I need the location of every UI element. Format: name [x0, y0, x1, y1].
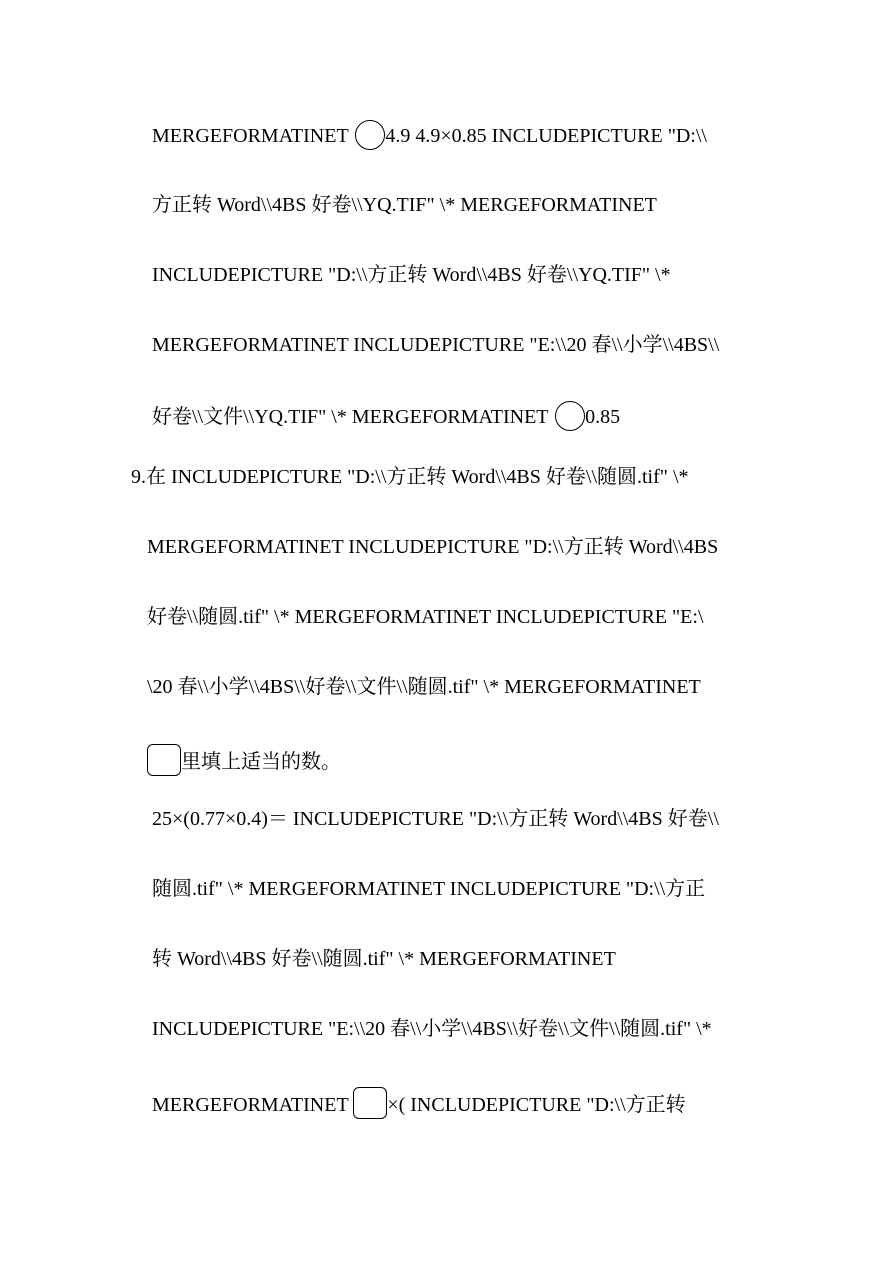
equation-line-5-pre: MERGEFORMATINET: [152, 1094, 354, 1116]
text-line-5-post: 0.85: [585, 406, 621, 428]
equation-line-1: 25×(0.77×0.4)＝ INCLUDEPICTURE "D:\\方正转 Word\\4BS 好卷\\: [152, 808, 719, 830]
blank-box-icon: [353, 1087, 387, 1119]
equation-line-5: [152, 1087, 686, 1115]
equation-line-4: INCLUDEPICTURE "E:\\20 春\\小学\\4BS\\好卷\\文件\\随圆.tif" \*: [152, 1018, 712, 1040]
text-line-1: [152, 120, 707, 148]
text-line-3: INCLUDEPICTURE "D:\\方正转 Word\\4BS 好卷\\YQ.TIF" \*: [152, 264, 671, 286]
text-line-1-post: 4.9 4.9×0.85 INCLUDEPICTURE "D:\\: [385, 125, 707, 147]
text-line-4: MERGEFORMATINET INCLUDEPICTURE "E:\\20 春\\小学\\4BS\\: [152, 334, 720, 356]
question-9-line-3: 好卷\\随圆.tif" \* MERGEFORMATINET INCLUDEPICTURE "E:\: [147, 606, 704, 628]
blank-circle-icon: [555, 401, 585, 431]
equation-line-5-post: ×( INCLUDEPICTURE "D:\\方正转: [387, 1094, 686, 1116]
text-line-2: 方正转 Word\\4BS 好卷\\YQ.TIF" \* MERGEFORMATINET: [152, 194, 657, 216]
question-9-line-2: MERGEFORMATINET INCLUDEPICTURE "D:\\方正转 Word\\4BS: [147, 536, 719, 558]
text-line-5: [152, 401, 620, 429]
question-9-line-1: 9.在 INCLUDEPICTURE "D:\\方正转 Word\\4BS 好卷\\随圆.tif" \*: [131, 466, 689, 488]
instruction-text: 里填上适当的数。: [181, 751, 341, 773]
equation-line-3: 转 Word\\4BS 好卷\\随圆.tif" \* MERGEFORMATINET: [152, 948, 616, 970]
text-line-5-pre: 好卷\\文件\\YQ.TIF" \* MERGEFORMATINET: [152, 406, 554, 428]
question-9-line-4: \20 春\\小学\\4BS\\好卷\\文件\\随圆.tif" \* MERGEFORMATINET: [147, 676, 701, 698]
blank-box-icon: [147, 744, 181, 776]
blank-circle-icon: [355, 120, 385, 150]
text-line-1-pre: MERGEFORMATINET: [152, 125, 354, 147]
equation-line-2: 随圆.tif" \* MERGEFORMATINET INCLUDEPICTURE "D:\\方正: [152, 878, 706, 900]
question-9-instruction: [147, 744, 341, 772]
